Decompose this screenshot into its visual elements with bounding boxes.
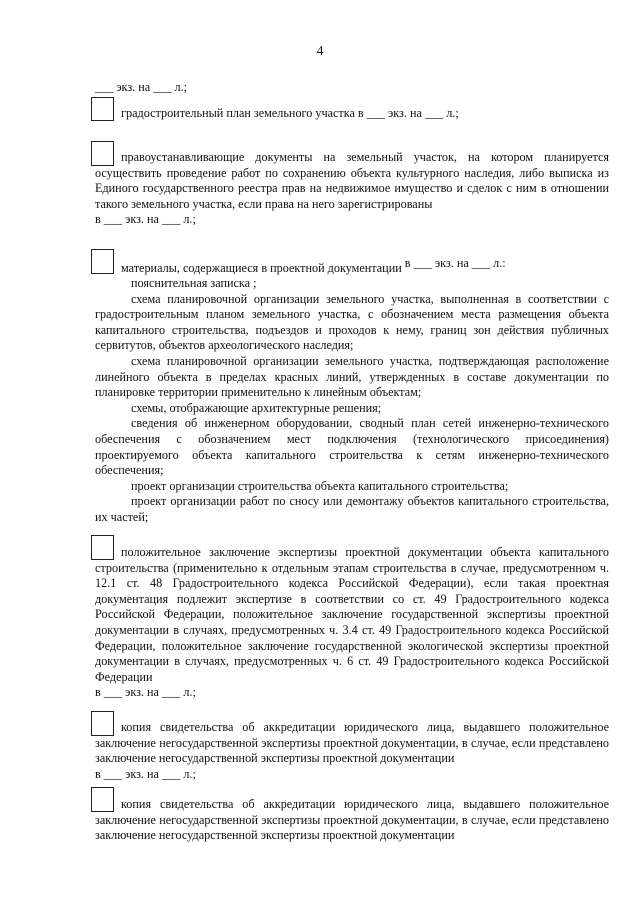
- item-title-documents-text: правоустанавливающие документы на земельный участок, на котором планируется осуществить проведение работ по сохранению объекта культурного наследия, либо выписка из Единого государственного реестра прав на недвижимое имущество и сделок с ним в отношении такого земельного участка, если права на него зарегистрированы: [95, 150, 609, 211]
- materials-item: проект организации работ по сносу или демонтажу объектов капитального строительства, их частей;: [95, 494, 609, 524]
- materials-item: проект организации строительства объекта капитального строительства;: [131, 478, 509, 493]
- item-accreditation-1-text: копия свидетельства об аккредитации юридического лица, выдавшего положительное заключение негосударственной экспертизы проектной документации, в случае, если представлено заключение негосударственной экспертизы проектной документации: [95, 720, 609, 766]
- item-title-documents: [95, 150, 609, 228]
- item-expertise: [95, 545, 609, 701]
- materials-item: схема планировочной организации земельного участка, подтверждающая расположение линейного объекта в пределах красных линий, утвержденных в составе документации по планировке территории применительно к линейным объектам;: [95, 353, 609, 400]
- checkbox-project-materials[interactable]: [91, 249, 114, 274]
- materials-item: сведения об инженерном оборудовании, сводный план сетей инженерно-технического обеспечения с обозначением мест подключения (технологического присоединения) проектируемого объекта капитального строительства к сетям инженерно-технического обеспечения;: [95, 416, 609, 478]
- item-accreditation-2-text: копия свидетельства об аккредитации юридического лица, выдавшего положительное заключение негосударственной экспертизы проектной документации, в случае, если представлено заключение негосударственной экспертизы проектной документации: [95, 797, 609, 843]
- checkbox-gpzu[interactable]: [91, 97, 114, 121]
- page-number: 4: [316, 44, 324, 59]
- materials-list: [95, 276, 609, 526]
- item-accreditation-1-qty: в ___ экз. на ___ л.;: [95, 766, 196, 781]
- item-gpzu-text: градостроительный план земельного участка в ___ экз. на ___ л.;: [121, 106, 459, 120]
- materials-item: схема планировочной организации земельного участка, выполненная в соответствии с градостроительным планом земельного участка, с обозначением места размещения объекта капитального строительства, подъездов и проходов к нему, границ зон действия публичных сервитутов, объектов археологического наследия;: [95, 291, 609, 353]
- item-accreditation-2: [95, 797, 609, 844]
- item-materials-header: [121, 256, 609, 277]
- materials-item: пояснительная записка ;: [131, 276, 257, 290]
- item-expertise-qty: в ___ экз. на ___ л.;: [95, 685, 196, 700]
- materials-item: схемы, отображающие архитектурные решения;: [131, 400, 382, 415]
- carryover-line: ___ экз. на ___ л.;: [95, 80, 188, 94]
- item-title-documents-qty: в ___ экз. на ___ л.;: [95, 212, 196, 227]
- item-materials-qty: в ___ экз. на ___ л.:: [404, 256, 506, 270]
- item-materials-label: материалы, содержащиеся в проектной документации: [121, 261, 402, 275]
- item-expertise-text: положительное заключение экспертизы проектной документации объекта капитального строительства (применительно к отдельным этапам строительства в случае, предусмотренном ч. 12.1 ст. 48 Градостроительного кодекса Российской Федерации), если такая проектная документация подлежит экспертизе в соответствии со ст. 49 Градостроительного кодекса Российской Федерации, положительное заключение государственной экспертизы проектной документации в случаях, предусмотренных ч. 3.4 ст. 49 Градостроительного кодекса Российской Федерации, положительное заключение государственной экологической экспертизы проектной документации в случаях, предусмотренных ч. 6 ст. 49 Градостроительного кодекса Российской Федерации: [95, 545, 609, 684]
- item-accreditation-1: [95, 720, 609, 782]
